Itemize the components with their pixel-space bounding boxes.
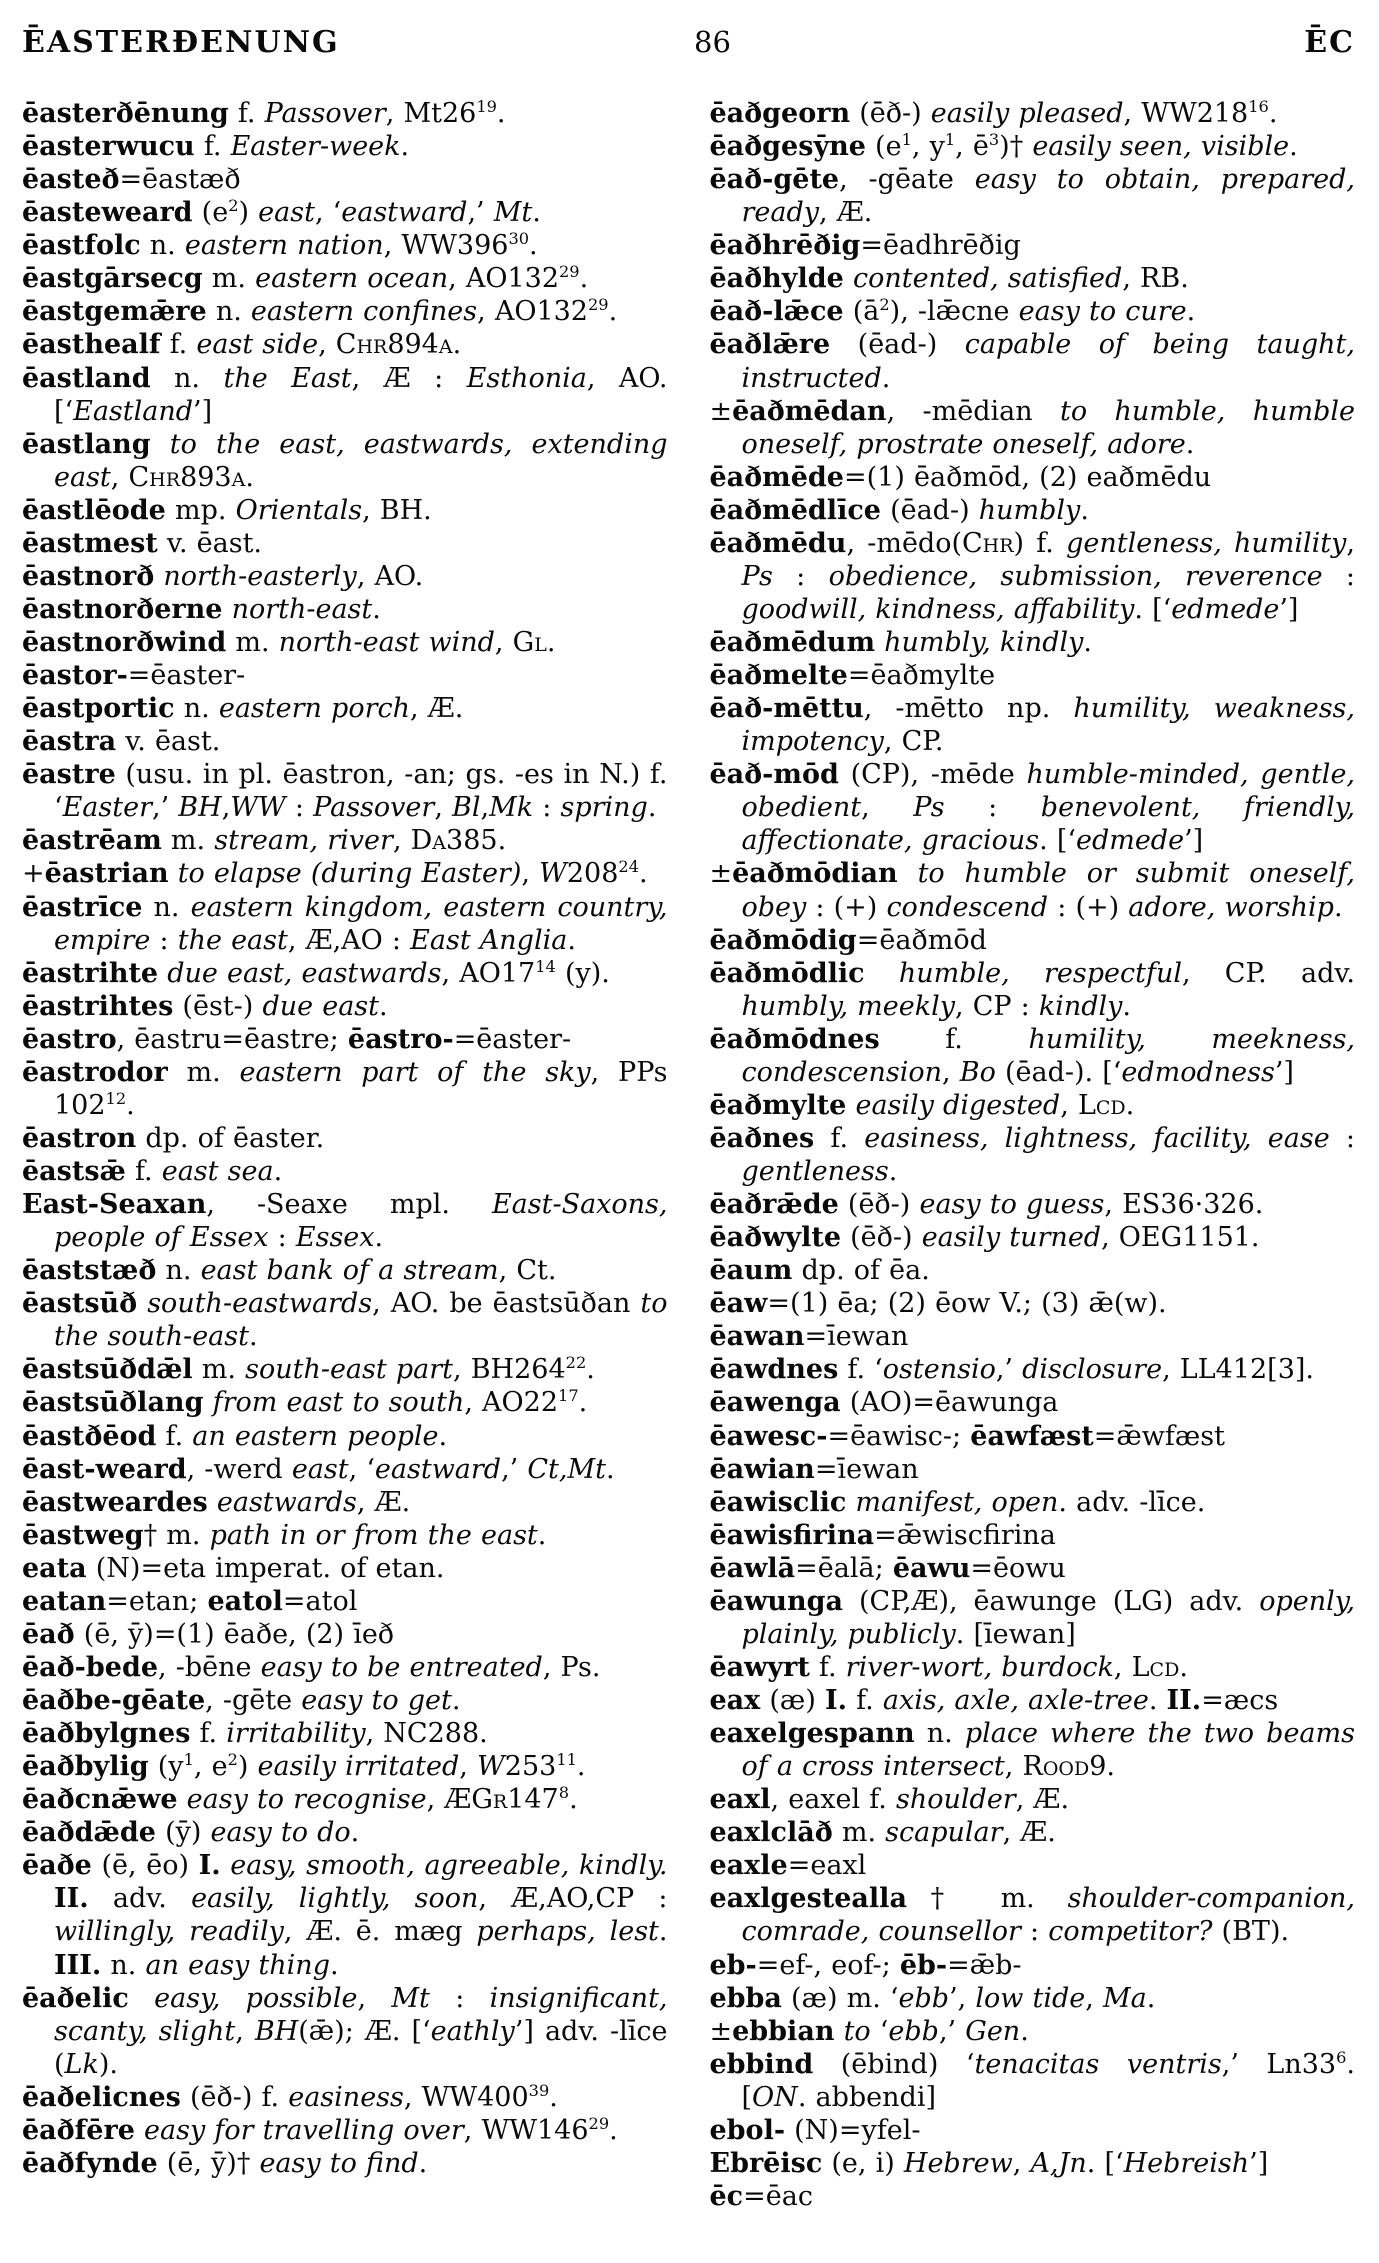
dictionary-entry: ēast-weard, -werd east, ‘eastward,’ Ct,Mt. <box>22 1453 615 1485</box>
dictionary-entry: ēaðelicnes (ēð-) f. easiness, $WW400^{39}$. <box>22 2080 558 2113</box>
dictionary-entry: ēastlēode mp. Orientals, BH. <box>22 494 432 526</box>
dictionary-entry: eatan=etan; eatol=atol <box>22 1585 358 1617</box>
dictionary-entry: ēaðgeorn (ēð-) easily pleased, $WW218^{16}$. <box>709 97 1278 129</box>
dictionary-entry: ēastweg† m. path in or from the east. <box>22 1519 547 1551</box>
dictionary-entry: ēaðmōdlic humble, respectful, CP. adv. humbly, meekly, CP : kindly. <box>709 957 1356 1022</box>
dictionary-entry: ±ebbian to ‘ebb,’ Gen. <box>709 2015 1029 2047</box>
dictionary-entry: ēaðhrēðig=ēadhrēðig <box>709 230 1021 262</box>
dictionary-entry: ēaðbe-gēate, -gēte easy to get. <box>22 1685 461 1716</box>
dictionary-entry: eaxelgespann n. place where the two beams of a cross intersect, Rood9. <box>709 1718 1355 1783</box>
dictionary-entry: ēaðnes f. easiness, lightness, facility, ease : gentleness. <box>709 1122 1355 1187</box>
dictionary-entry: ēaðelic easy, possible, Mt : insignificant, scanty, slight, BH(ǣ); Æ. [‘eathly’] adv. -līce (Lk). <box>22 1982 668 2080</box>
dictionary-entry: East-Seaxan, -Seaxe mpl. East-Saxons, people of Essex : Essex. <box>22 1189 668 1254</box>
dictionary-entry: eax (æ) I. f. axis, axle, axle-tree. II.=æcs <box>709 1685 1279 1716</box>
dictionary-entry: ēastsūðlang from east to south, $AO22^{17}$. <box>22 1386 588 1419</box>
dictionary-entry: ēað-lǣce $(ā^2)$, -lǣcne easy to cure. <box>709 295 1196 328</box>
dictionary-entry: ēaðbylgnes f. irritability, NC288. <box>22 1718 488 1750</box>
dictionary-entry: ēawisclic manifest, open. adv. -līce. <box>709 1486 1206 1518</box>
dictionary-entry: ēastro, ēastru=ēastre; ēastro-=ēaster- <box>22 1023 572 1055</box>
dictionary-entry: ±ēaðmōdian to humble or submit oneself, obey : (+) condescend : (+) adore, worship. <box>709 858 1356 923</box>
dictionary-entry: ēaðmōdig=ēaðmōd <box>709 924 987 956</box>
dictionary-entry: ēawlā=ēalā; ēawu=ēowu <box>709 1552 1066 1584</box>
dictionary-entry: ēað-gēte, -gēate easy to obtain, prepared, ready, Æ. <box>709 164 1355 229</box>
dictionary-entry: ēaðmelte=ēaðmylte <box>709 660 996 692</box>
dictionary-entry: ēasterðēnung f. Passover, $Mt26^{19}$. <box>22 97 506 129</box>
dictionary-entry: ēastsǣ f. east sea. <box>22 1156 283 1187</box>
dictionary-entry: +ēastrian to elapse (during Easter), $W208^{24}$. <box>22 857 648 890</box>
dictionary-entry: ēawisfirina=ǣwiscfirina <box>709 1519 1056 1551</box>
dictionary-entry: ēaðdǣde (ȳ) easy to do. <box>22 1817 360 1849</box>
dictionary-entry: ēastsūðdǣl m. south-east part, $BH264^{22}$. <box>22 1353 595 1386</box>
dictionary-entry: ēastra v. ēast. <box>22 726 221 758</box>
dictionary-entry: ēaw=(1) ēa; (2) ēow V.; (3) ǣ(w). <box>709 1288 1167 1320</box>
dictionary-entry: ēaðe (ē, ēo) I. easy, smooth, agreeable, kindly. II. adv. easily, lightly, soon, Æ,AO,CP : willingly, readily, Æ. ē. mæg perhaps, lest. III. n. an easy thing. <box>22 1850 668 1981</box>
dictionary-entry: ēaðfynde (ē, ȳ)† easy to find. <box>22 2147 428 2179</box>
dictionary-entry: ±ēaðmēdan, -mēdian to humble, humble oneself, prostrate oneself, adore. <box>709 395 1355 460</box>
dictionary-entry: eaxle=eaxl <box>709 1850 867 1882</box>
dictionary-entry: eaxlgestealla† m. shoulder-companion, comrade, counsellor : competitor? (BT). <box>709 1883 1355 1948</box>
dictionary-entry: ēastweardes eastwards, Æ. <box>22 1486 411 1518</box>
dictionary-entry: ēað-mōd (CP), -mēde humble-minded, gentle, obedient, Ps : benevolent, friendly, affectionate, gracious. [‘edmede’] <box>709 759 1356 857</box>
dictionary-entry: ēawesc-=ēawisc-; ēawfæst=ǣwfæst <box>709 1420 1225 1452</box>
dictionary-entry: ēastor-=ēaster- <box>22 660 246 692</box>
dictionary-entry: ēaum dp. of ēa. <box>709 1255 930 1287</box>
dictionary-entry: ēaðmēdlīce (ēad-) humbly. <box>709 494 1089 526</box>
dictionary-entry: ēastnorðerne north-east. <box>22 593 381 625</box>
page-header <box>22 26 1355 59</box>
dictionary-entry: ēaðcnǣwe easy to recognise, $ÆGr147^8$. <box>22 1783 578 1816</box>
dictionary-entry: ēawdnes f. ‘ostensio,’ disclosure, LL412[3]. <box>709 1354 1314 1386</box>
dictionary-entry: ēað-bede, -bēne easy to be entreated, Ps. <box>22 1651 601 1683</box>
dictionary-entry: ēasterwucu f. Easter-week. <box>22 131 410 163</box>
dictionary-entry: ēaðrǣde (ēð-) easy to guess, ES36·326. <box>709 1189 1264 1221</box>
dictionary-entry: ēaðwylte (ēð-) easily turned, OEG1151. <box>709 1222 1260 1254</box>
dictionary-entry: ebbind (ēbind) ‘tenacitas ventris,’ $Ln33^6$. [ON. abbendi] <box>709 2047 1355 2113</box>
dictionary-entry: ēastlang to the east, eastwards, extending east, Chr893a. <box>22 428 668 493</box>
dictionary-entry: ēawian=īewan <box>709 1453 919 1485</box>
two-column-text <box>22 97 1355 2213</box>
dictionary-entry: ēawan=īewan <box>709 1321 909 1353</box>
dictionary-entry: ēaðgesȳne ($e^1$, $y^1$, $ē^3)\dagger$ easily seen, visible. <box>709 130 1298 163</box>
dictionary-entry: ēaðmylte easily digested, Lcd. <box>709 1089 1135 1121</box>
dictionary-entry: ēað (ē, ȳ)=(1) ēaðe, (2) īeð <box>22 1618 395 1650</box>
dictionary-entry: ēastmest v. ēast. <box>22 527 263 559</box>
dictionary-entry: eaxl, eaxel f. shoulder, Æ. <box>709 1784 1070 1816</box>
dictionary-entry: ēastron dp. of ēaster. <box>22 1122 325 1154</box>
dictionary-entry: ēaðhylde contented, satisfied, RB. <box>709 263 1189 295</box>
dictionary-entry: ēastrodor m. eastern part of the sky, PPs $102^{12}$. <box>22 1056 668 1121</box>
dictionary-entry: ēasteð=ēastæð <box>22 164 241 196</box>
dictionary-entry: ēasthealf f. east side, Chr894a. <box>22 329 462 361</box>
right-column <box>710 97 1356 2213</box>
dictionary-entry: eata (N)=eta imperat. of etan. <box>22 1552 445 1584</box>
dictionary-entry: ēastgemǣre n. eastern confines, $AO132^{29}$. <box>22 295 618 328</box>
dictionary-entry: ēawenga (AO)=ēawunga <box>709 1387 1059 1419</box>
left-column <box>22 97 668 2213</box>
page-number: 86 <box>694 25 731 59</box>
dictionary-entry: ēastrēam m. stream, river, Da385. <box>22 825 507 857</box>
dictionary-entry: ebol- (N)=yfel- <box>709 2114 921 2146</box>
dictionary-entry: ēawyrt f. river-wort, burdock, Lcd. <box>709 1651 1188 1683</box>
dictionary-entry: ēastnorð north-easterly, AO. <box>22 560 424 592</box>
dictionary-entry: ēaðmōdnes f. humility, meekness, condescension, Bo (ēad-). [‘edmodness’] <box>709 1023 1356 1088</box>
dictionary-entry: ēastrīce n. eastern kingdom, eastern country, empire : the east, Æ,AO : East Anglia. <box>22 891 668 956</box>
dictionary-entry: ēastðēod f. an eastern people. <box>22 1420 448 1452</box>
dictionary-entry: ebba (æ) m. ‘ebb’, low tide, Ma. <box>709 1982 1156 2014</box>
dictionary-entry: ēastre (usu. in pl. ēastron, -an; gs. -es in N.) f. ‘Easter,’ BH,WW : Passover, Bl,Mk : spring. <box>22 759 668 824</box>
dictionary-entry: ēaðmēdu, -mēdo(Chr) f. gentleness, humility, Ps : obedience, submission, reverence : goodwill, kindness, affability. [‘edmede’] <box>709 527 1356 625</box>
dictionary-entry: ēawunga (CP,Æ), ēawunge (LG) adv. openly, plainly, publicly. [īewan] <box>709 1585 1355 1650</box>
dictionary-entry: ēc=ēac <box>709 2180 813 2212</box>
guide-word-right: ĒC <box>1304 25 1355 60</box>
dictionary-entry: ēaðfēre easy for travelling over, $WW146^{29}$. <box>22 2113 618 2146</box>
dictionary-entry: ēastportic n. eastern porch, Æ. <box>22 693 464 725</box>
dictionary-entry: ēaðbylig ($y^1$, $e^2$) easily irritated, $W253^{11}$. <box>22 1750 586 1783</box>
dictionary-entry: ēaðmēdum humbly, kindly. <box>709 627 1092 658</box>
dictionary-entry: ēastland n. the East, Æ : Esthonia, AO. [‘Eastland’] <box>22 362 668 427</box>
dictionary-entry: ēastrihtes (ēst-) due east. <box>22 990 388 1022</box>
dictionary-entry: ēaststæð n. east bank of a stream, Ct. <box>22 1255 557 1287</box>
dictionary-entry: eaxlclāð m. scapular, Æ. <box>709 1817 1056 1849</box>
dictionary-entry: ēastgārsecg m. eastern ocean, $AO132^{29}$. <box>22 262 589 295</box>
dictionary-entry: ēastfolc n. eastern nation, $WW396^{30}$. <box>22 229 538 262</box>
dictionary-entry: ēastsūð south-eastwards, AO. be ēastsūðan to the south-east. <box>22 1288 668 1353</box>
dictionary-entry: Ebrēisc (e, i) Hebrew, A,Jn. [‘Hebreish’] <box>709 2147 1269 2179</box>
dictionary-entry: ēaðlǣre (ēad-) capable of being taught, instructed. <box>709 329 1355 394</box>
dictionary-entry: eb-=ef-, eof-; ēb-=ǣb- <box>709 1949 1022 1981</box>
dictionary-entry: ēasteweard $(e^2)$ east, ‘eastward,’ Mt. <box>22 196 541 229</box>
guide-word-left: ĒASTERÐENUNG <box>22 25 340 60</box>
dictionary-entry: ēastrihte due east, eastwards, $AO17^{14}$ (y). <box>22 956 610 989</box>
dictionary-entry: ēað-mēttu, -mētto np. humility, weakness, impotency, CP. <box>709 693 1355 758</box>
dictionary-entry: ēaðmēde=(1) ēaðmōd, (2) eaðmēdu <box>709 461 1212 493</box>
dictionary-entry: ēastnorðwind m. north-east wind, Gl. <box>22 627 556 658</box>
